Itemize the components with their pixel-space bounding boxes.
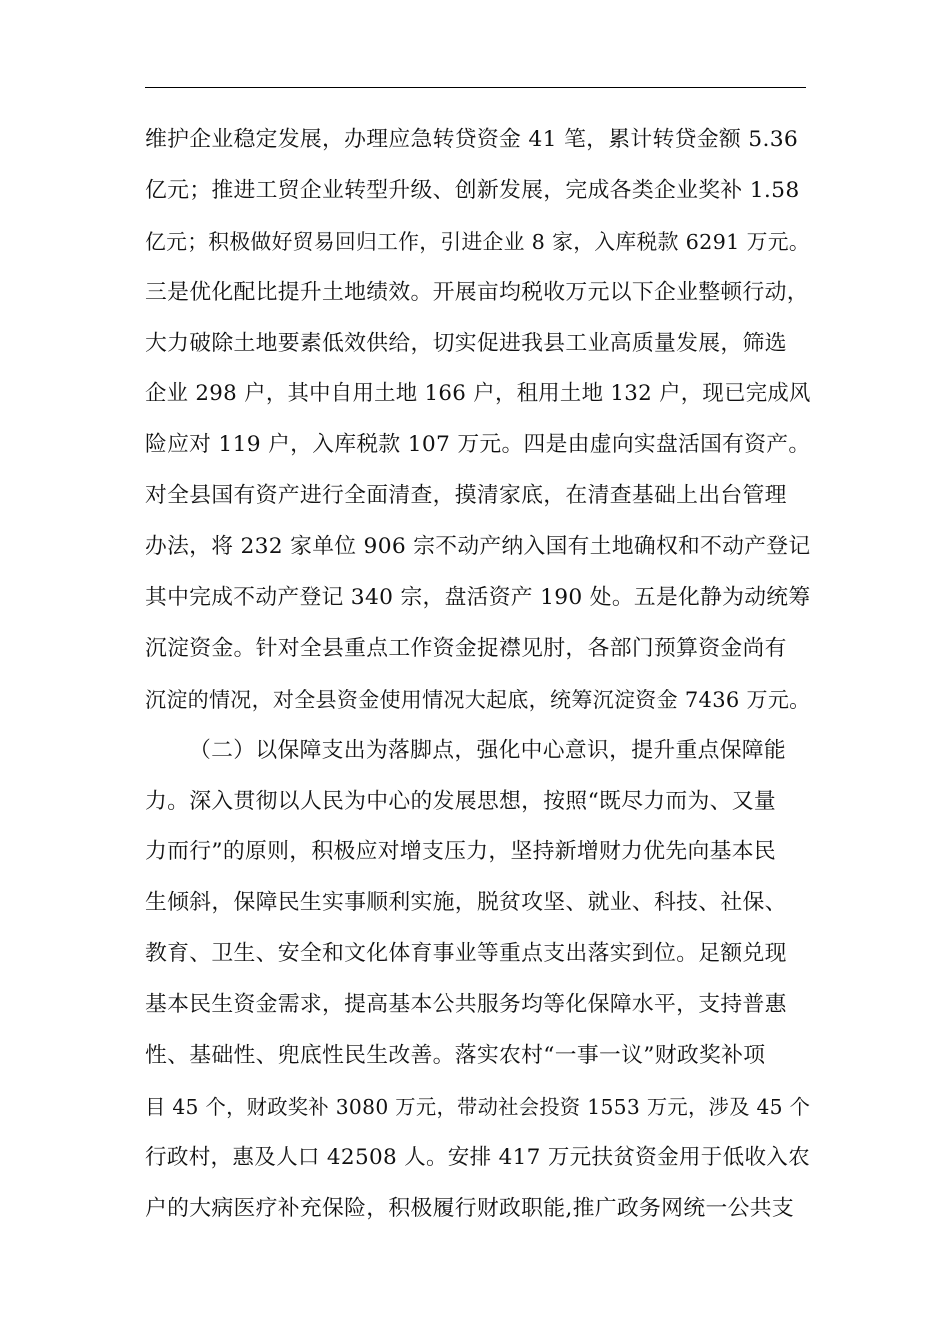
text-line: 办法，将 232 家单位 906 宗不动产纳入国有土地确权和不动产登记 <box>145 534 811 560</box>
text-line: 力而行”的原则，积极应对增支压力，坚持新增财力优先向基本民 <box>145 839 777 865</box>
text-line: 户的大病医疗补充保险，积极履行财政职能,推广政务网统一公共支 <box>145 1195 794 1221</box>
text-line: 维护企业稳定发展，办理应急转贷资金 41 笔，累计转贷金额 5.36 <box>145 127 799 152</box>
text-line: 生倾斜，保障民生实事顺利实施，脱贫攻坚、就业、科技、社保、 <box>145 890 787 916</box>
header-rule <box>145 87 806 88</box>
text-line: 性、基础性、兜底性民生改善。落实农村“一事一议”财政奖补项 <box>145 1043 766 1069</box>
text-line: 基本民生资金需求，提高基本公共服务均等化保障水平，支持普惠 <box>145 992 787 1018</box>
text-line: 三是优化配比提升土地绩效。开展亩均税收万元以下企业整顿行动， <box>145 279 809 305</box>
text-line: 企业 298 户，其中自用土地 166 户，租用土地 132 户，现已完成风 <box>145 381 811 407</box>
text-line: 力。深入贯彻以人民为中心的发展思想，按照“既尽力而为、又量 <box>145 788 777 814</box>
text-line: 亿元；推进工贸企业转型升级、创新发展，完成各类企业奖补 1.58 <box>145 177 800 203</box>
text-line: 险应对 119 户，入库税款 107 万元。四是由虚向实盘活国有资产。 <box>145 432 811 458</box>
section-heading-line: （二）以保障支出为落脚点，强化中心意识，提升重点保障能 <box>189 737 787 763</box>
text-line: 沉淀资金。针对全县重点工作资金捉襟见肘，各部门预算资金尚有 <box>145 635 787 661</box>
text-line: 亿元；积极做好贸易回归工作，引进企业 8 家，入库税款 6291 万元。 <box>145 229 810 254</box>
body-text <box>145 115 815 1235</box>
text-line: 其中完成不动产登记 340 宗，盘活资产 190 处。五是化静为动统筹 <box>145 585 811 611</box>
text-line: 沉淀的情况，对全县资金使用情况大起底，统筹沉淀资金 7436 万元。 <box>145 686 811 712</box>
text-line: 对全县国有资产进行全面清查，摸清家底，在清查基础上出台管理 <box>145 483 787 509</box>
text-line: 大力破除土地要素低效供给，切实促进我县工业高质量发展，筛选 <box>145 330 787 356</box>
text-line: 目 45 个，财政奖补 3080 万元，带动社会投资 1553 万元，涉及 45 个 <box>145 1094 811 1119</box>
text-line: 行政村，惠及人口 42508 人。安排 417 万元扶贫资金用于低收入农 <box>145 1144 810 1170</box>
text-line: 教育、卫生、安全和文化体育事业等重点支出落实到位。足额兑现 <box>145 941 787 967</box>
